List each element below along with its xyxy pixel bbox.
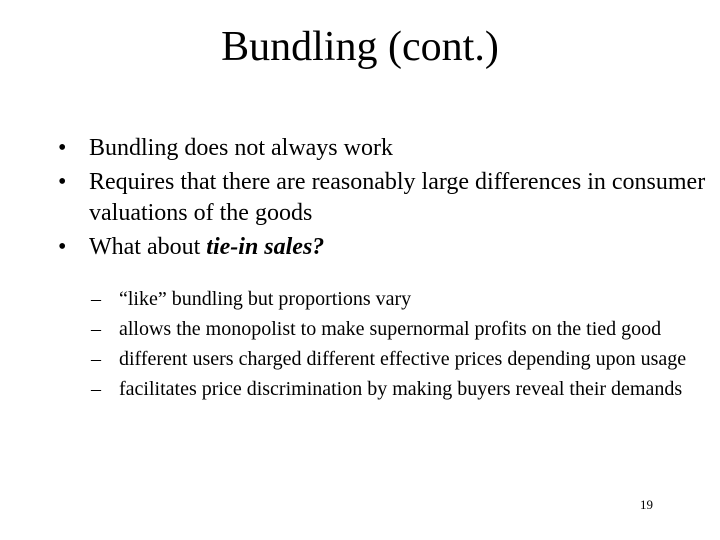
sub-bullet-text: “like” bundling but proportions vary [119, 288, 412, 310]
bullet-list [58, 133, 708, 266]
bullet-marker: • [58, 234, 67, 260]
slide-title: Bundling (cont.) [221, 24, 499, 70]
bullet-item [58, 133, 708, 164]
sub-bullet-text: different users charged different effective prices depending upon usage [119, 348, 687, 370]
page-number: 19 [640, 497, 653, 512]
bullet-text: Bundling does not always work [89, 135, 393, 161]
bullet-item [58, 232, 708, 263]
bullet-emphasis: tie-in sales? [206, 234, 325, 260]
sub-bullet-item [91, 285, 701, 313]
bullet-marker: • [58, 169, 67, 195]
sub-bullet-item [91, 345, 701, 373]
sub-bullet-list [91, 285, 701, 405]
sub-bullet-item [91, 315, 701, 343]
bullet-marker: • [58, 135, 67, 161]
dash-marker: – [91, 288, 101, 310]
bullet-item [58, 167, 708, 229]
dash-marker: – [91, 378, 101, 400]
sub-bullet-item [91, 375, 701, 403]
bullet-text: What about [89, 234, 207, 260]
sub-bullet-text: facilitates price discrimination by making buyers reveal their demands [119, 378, 683, 400]
sub-bullet-text: allows the monopolist to make supernormal profits on the tied good [119, 318, 662, 340]
bullet-text: Requires that there are reasonably large differences in consumer valuations of the goods [89, 169, 706, 226]
dash-marker: – [91, 348, 101, 370]
dash-marker: – [91, 318, 101, 340]
